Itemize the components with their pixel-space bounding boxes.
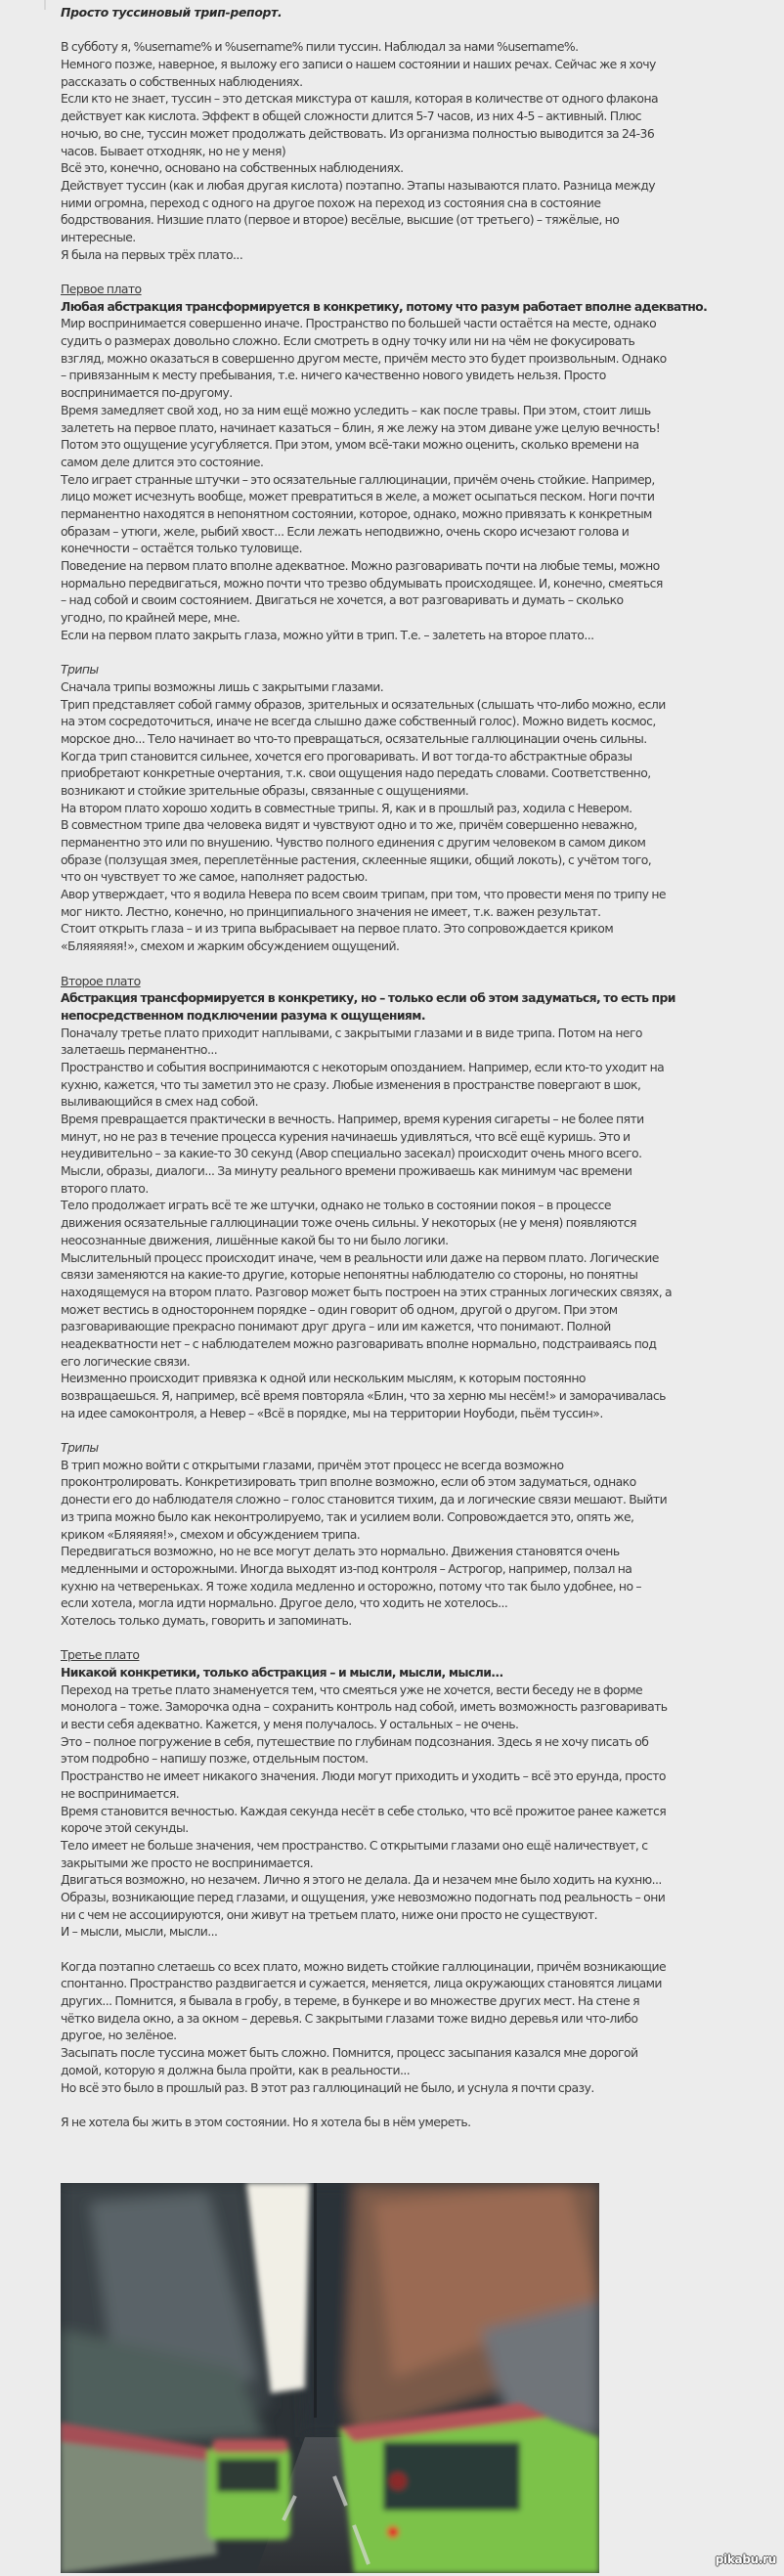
text-line: Любая абстракция трансформируется в конкретику, потому что разум работает вполне адекватно. <box>61 298 708 314</box>
text-line: на идее самоконтроля, а Невер – «Всё в порядке, мы на территории Ноубоди, пьём туссин». <box>61 1405 603 1420</box>
text-line: медленными и осторожными. Иногда выходят из-под контроля – Астрогор, например, ползал на <box>61 1560 632 1576</box>
text-line: донести его до наблюдателя сложно – голос становится тихим, да и логические связи мешают. Выйти <box>61 1492 668 1507</box>
site-watermark: pikabu.ru <box>715 2553 776 2566</box>
text-line: приобретают конкретные очертания, т.к. свои ощущения надо передать словами. Соответственно, <box>61 765 651 781</box>
section-body <box>61 1958 735 2097</box>
text-line: Тело продолжает играть всё те же штучки, однако не только в состоянии покоя – в процессе <box>61 1198 611 1213</box>
text-line: Мир воспринимается совершенно иначе. Пространство по большей части остаётся на месте, однако <box>61 316 657 331</box>
section-plateau-2 <box>61 973 735 1422</box>
text-line: перманентно находятся в непонятном состоянии, которое, однако, можно привязать к конкретным <box>61 505 652 521</box>
text-line: кухню, кажется, что ты заметил это не сразу. Любые изменения в пространстве повергают в шок, <box>61 1076 641 1092</box>
text-line: связи заменяются на какие-то другие, которые непонятны наблюдателю со стороны, но понятны <box>61 1267 638 1283</box>
text-line: Мысли, образы, диалоги... За минуту реального времени проживаешь как минимум час времени <box>61 1163 632 1179</box>
section-afterword <box>61 1958 735 2097</box>
text-line: Время замедляет свой ход, но за ним ещё можно уследить – как после травы. При этом, стоит лишь <box>61 402 651 417</box>
text-line: Трип представляет собой гамму образов, зрительных и осязательных (слышать что-либо можно, если <box>61 696 666 712</box>
text-line: не воспринимается. <box>61 1785 180 1801</box>
text-line: ночью, во сне, туссин может продолжать действовать. Из организма полностью выводится за 24-36 <box>61 125 655 141</box>
text-line: и вести себя адекватно. Кажется, у меня получалось. У остальных – не очень. <box>61 1717 519 1732</box>
text-line: Поначалу третье плато приходит наплывами, с закрытыми глазами и в виде трипа. Потом на него <box>61 1025 642 1040</box>
text-line: лицо может исчезнуть вообще, может превратиться в желе, а может осыпаться песком. Ноги почти <box>61 489 655 504</box>
section-thesis <box>61 298 735 316</box>
text-line: Но всё это было в прошлый раз. В этот раз галлюцинаций не было, и уснула я почти сразу. <box>61 2079 594 2095</box>
text-line: спонтанно. Пространство раздвигается и сужается, меняется, лица окружающих становятся лицами <box>61 1976 662 1991</box>
text-line: Если на первом плато закрыть глаза, можно уйти в трип. Т.е. – залететь на второе плато... <box>61 627 594 642</box>
text-line: морское дно... Тело начинает во что-то превращаться, осязательные галлюцинации очень сильны. <box>61 730 647 746</box>
text-line: Засыпать после туссина может быть сложно. Помнится, процесс засыпания казался мне дорогой <box>61 2045 638 2061</box>
text-line: Никакой конкретики, только абстракция – и мысли, мысли, мысли... <box>61 1665 503 1680</box>
section-trips-2 <box>61 1439 735 1630</box>
text-line: интересные. <box>61 229 136 244</box>
text-line: монолога – тоже. Заморочка одна – сохранить контроль над собой, иметь возможность разговаривать <box>61 1699 668 1715</box>
text-line: действует как кислота. Эффект в общей сложности длится 5-7 часов, из них 4-5 – активный. Плюс <box>61 109 641 124</box>
text-line: ни с чем не ассоциируются, они живут на третьем плато, ниже они просто не существуют. <box>61 1906 598 1922</box>
text-line: Пространство и события воспринимаются с некоторым опозданием. Например, если кто-то уходит на <box>61 1059 665 1074</box>
text-line: движения осязательные галлюцинации тоже очень сильны. У некоторых (не у меня) появляются <box>61 1215 636 1231</box>
text-line: взгляд, можно оказаться в совершенно другом месте, причём место это будет произвольным. Однако <box>61 350 667 366</box>
text-line: ними огромна, переход с одного на другое похож на переход из состояния сна в состояние <box>61 195 601 210</box>
text-line: домой, которую я должна была пройти, как в реальности... <box>61 2062 411 2077</box>
text-line: На втором плато хорошо ходить в совместные трипы. Я, как и в прошлый раз, ходила с Невером. <box>61 800 632 815</box>
text-line: если хотела, могла идти нормально. Другое дело, что ходить не хотелось... <box>61 1595 508 1611</box>
text-line: Двигаться возможно, но незачем. Лично я этого не делала. Да и незачем мне было ходить на кухню... <box>61 1872 662 1888</box>
text-line: В совместном трипе два человека видят и чувствуют одно и то же, причём совершенно неважно, <box>61 817 637 833</box>
text-line: неосознанные движения, лишённые какой бы то ни было логики. <box>61 1232 449 1247</box>
section-plateau-1 <box>61 281 735 643</box>
closing-line: Я не хотела бы жить в этом состоянии. Но я хотела бы в нём умереть. <box>61 2114 471 2129</box>
text-line: его логические связи. <box>61 1353 191 1369</box>
section-body <box>61 1025 735 1422</box>
text-line: Тело играет странные штучки – это осязательные галлюцинации, причём очень стойкие. Например, <box>61 471 655 487</box>
text-line: возникают и стойкие зрительные образы, связанные с ощущениями. <box>61 782 469 798</box>
text-line: Немного позже, наверное, я выложу его записи о нашем состоянии и наших речах. Сейчас же я хочу <box>61 57 656 72</box>
text-line: может вестись в одностороннем порядке – один говорит об одном, другой о другом. При этом <box>61 1301 618 1317</box>
text-line: непосредственном подключении разума к ощущениям. <box>61 1007 425 1023</box>
text-line: – привязанным к месту пребывания, т.е. ничего качественно нового увидеть нельзя. Просто <box>61 368 606 383</box>
text-line: неудивительно – за какие-то 30 секунд (Авор специально засекал) происходит очень много всего. <box>61 1146 642 1161</box>
text-line: угодно, по крайней мере, мне. <box>61 610 240 626</box>
section-body <box>61 1457 735 1630</box>
text-line: Когда трип становится сильнее, хочется его проговаривать. И вот тогда-то абстрактные образы <box>61 748 632 764</box>
text-line: «Бляяяяяя!», смехом и жарким обсуждением ощущений. <box>61 939 400 954</box>
text-line: Время превращается практически в вечность. Например, время курения сигареты – не более пяти <box>61 1112 644 1126</box>
section-thesis <box>61 989 735 1024</box>
text-line: образе (ползущая змея, переплетённые растения, склеенные ящики, общий локоть), с учётом того, <box>61 851 652 867</box>
text-line: возвращаешься. Я, например, всё время повторяла «Блин, что за херню мы несём!» и заморачивалась <box>61 1388 666 1403</box>
section-body <box>61 315 735 643</box>
section-heading: Первое плато <box>61 282 142 296</box>
text-line: перманентно это или по внушению. Чувство полного единения с другим человеком в самом диком <box>61 835 646 850</box>
text-line: Время становится вечностью. Каждая секунда несёт в себе столько, что всё прожитое ранее кажется <box>61 1803 667 1818</box>
text-line: залететь на первое плато, начинает казаться – блин, я же лежу на этом диване уже целую вечность! <box>61 419 661 435</box>
text-line: на этом сосредоточиться, иначе не всегда слышно даже собственный голос). Можно видеть космос, <box>61 714 656 729</box>
text-line: воспринимается по-другому. <box>61 385 233 401</box>
section-heading: Трипы <box>61 662 99 677</box>
section-thesis <box>61 1664 735 1681</box>
text-line: Я была на первых трёх плато... <box>61 246 243 262</box>
text-line: нормально передвигаться, можно почти что трезво обдумывать происходящее. И, конечно, смеяться <box>61 575 663 590</box>
text-line: криком «Бляяяяя!», смехом и обсуждением трипа. <box>61 1526 361 1542</box>
text-line: Образы, возникающие перед глазами, и ощущения, уже невозможно подогнать под реальность – они <box>61 1889 666 1904</box>
text-line: конечности – остаётся только туловище. <box>61 541 302 556</box>
text-line: выливающийся в смех над собой. <box>61 1094 258 1110</box>
post-title: Просто туссиновый трип-репорт. <box>61 5 283 20</box>
text-line: другое, но зелёное. <box>61 2028 177 2043</box>
section-plateau-3 <box>61 1646 735 1941</box>
text-line: кухню на четвереньках. Я тоже ходила медленно и осторожно, потому что так было удобнее, но – <box>61 1578 642 1594</box>
text-line: образам – утюги, желе, рыбий хвост... Если лежать неподвижно, очень скоро исчезают голова и <box>61 523 630 539</box>
text-line: разговаривающие прекрасно понимают друг друга – или им кажется, что понимают. Полной <box>61 1319 611 1334</box>
text-line: неадекватности нет – с наблюдателем можно разговаривать вполне нормально, подстраиваясь под <box>61 1335 657 1351</box>
text-line: Это – полное погружение в себя, путешествие по глубинам подсознания. Здесь я не хочу писать об <box>61 1733 649 1749</box>
text-line: Мыслительный процесс происходит иначе, чем в реальности или даже на первом плато. Логические <box>61 1249 659 1265</box>
section-body <box>61 1681 735 1941</box>
section-heading: Третье плато <box>61 1647 140 1663</box>
text-line: Стоит открыть глаза – и из трипа выбрасывает на первое плато. Это сопровождается криком <box>61 921 614 937</box>
text-line: что он чувствует то же самое, наполняет радостью. <box>61 869 368 885</box>
text-line: Всё это, конечно, основано на собственных наблюдениях. <box>61 160 404 176</box>
text-line: – над собой и своим состоянием. Двигаться не хочется, а вот разговаривать и думать – сколько <box>61 592 624 608</box>
text-line: Абстракция трансформируется в конкретику, но – только если об этом задуматься, то есть при <box>61 990 675 1006</box>
text-line: Потом это ощущение усугубляется. При этом, умом всё-таки можно оценить, сколько времени на <box>61 437 639 453</box>
text-line: минут, но не раз в течение процесса курения начинаешь удивляться, что всё ещё куришь. Это и <box>61 1128 631 1144</box>
text-line: Действует туссин (как и любая другая кислота) поэтапно. Этапы называются плато. Разница между <box>61 177 656 193</box>
section-heading: Второе плато <box>61 973 141 988</box>
text-line: И – мысли, мысли, мысли... <box>61 1924 218 1940</box>
text-line: чётко видела окно, а за окном – деревья. С закрытыми глазами тоже видно деревья или что-либо <box>61 2010 638 2026</box>
text-line: этом подробно – напишу позже, отдельным постом. <box>61 1751 369 1767</box>
text-line: Передвигаться возможно, но не все могут делать это нормально. Движения становятся очень <box>61 1544 620 1559</box>
text-line: судить о размерах довольно сложно. Если смотреть в одну точку или ни на чём не фокусировать <box>61 333 635 349</box>
text-line: В трип можно войти с открытыми глазами, причём этот процесс не всегда возможно <box>61 1457 564 1472</box>
text-line: из трипа можно было как неконтролируемо, так и усилием воли. Сопровождается это, опять же, <box>61 1508 634 1524</box>
text-line: самом деле длится это состояние. <box>61 454 264 469</box>
text-line: В субботу я, %username% и %username% пили туссин. Наблюдал за нами %username%. <box>61 39 579 55</box>
section-trips-1 <box>61 661 735 955</box>
text-line: проконтролировать. Конкретизировать трип вполне возможно, если об этом задуматься, однако <box>61 1474 636 1490</box>
text-line: Хотелось только думать, говорить и запоминать. <box>61 1612 352 1628</box>
text-line: залетаешь перманентно... <box>61 1042 218 1058</box>
text-line: Сначала трипы возможны лишь с закрытыми глазами. <box>61 678 384 694</box>
text-line: Поведение на первом плато вполне адекватное. Можно разговаривать почти на любые темы, можно <box>61 558 660 573</box>
trip-report-post <box>61 4 735 2131</box>
text-line: закрытыми же просто не воспринимается. <box>61 1855 314 1870</box>
text-line: мог никто. Лестно, конечно, но принципиального значения не имеет, т.к. важен результат. <box>61 903 601 919</box>
text-line: бодрствования. Низшие плато (первое и второе) весёлые, высшие (от третьего) – тяжёлые, но <box>61 212 620 228</box>
text-line: второго плато. <box>61 1180 149 1196</box>
text-line: Если кто не знает, туссин – это детская микстура от кашля, которая в количестве от одного флакона <box>61 91 659 107</box>
section-body <box>61 678 735 955</box>
post-photo <box>61 2183 599 2573</box>
text-line: Пространство не имеет никакого значения. Люди могут приходить и уходить – всё это ерунда, просто <box>61 1768 666 1784</box>
text-line: короче этой секунды. <box>61 1820 189 1836</box>
section-heading: Трипы <box>61 1440 99 1456</box>
intro-section <box>61 38 735 263</box>
text-line: находящемуся на втором плато. Разговор может быть построен на этих странных логических связях, а <box>61 1284 673 1299</box>
text-line: рассказать о собственных наблюдениях. <box>61 73 303 89</box>
text-line: других... Помнится, я бывала в гробу, в тереме, в бункере и во множестве других мест. На стене я <box>61 1993 639 2009</box>
text-line: Авор утверждает, что я водила Невера по всем своим трипам, при том, что провести меня по трипу не <box>61 887 666 902</box>
decorative-mark <box>44 0 46 10</box>
text-line: Тело имеет не больше значения, чем пространство. С открытыми глазами оно ещё наличествует, с <box>61 1837 648 1853</box>
text-line: Неизменно происходит привязка к одной или нескольким мыслям, к которым постоянно <box>61 1371 586 1386</box>
text-line: часов. Бывает отходняк, но не у меня) <box>61 143 286 158</box>
text-line: Переход на третье плато знаменуется тем, что смеяться уже не хочется, вести беседу не в форме <box>61 1681 643 1697</box>
motion-blur-street-image <box>61 2183 599 2573</box>
text-line: Когда поэтапно слетаешь со всех плато, можно видеть стойкие галлюцинации, причём возникающие <box>61 1958 667 1974</box>
